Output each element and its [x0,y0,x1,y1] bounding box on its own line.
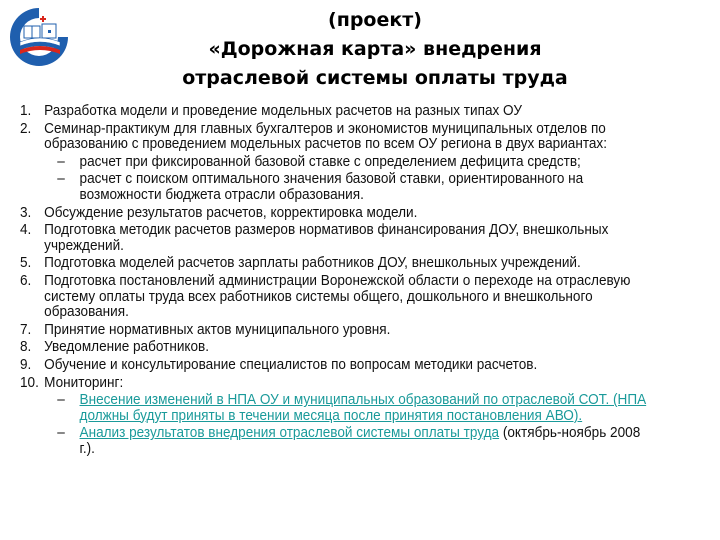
dash-bullet: – [57,425,65,442]
sub-item-text [80,426,653,457]
list-item [20,223,652,254]
item-number: 1. [20,103,32,119]
item-text: Разработка модели и проведение модельных расчетов на разных типах ОУ [44,103,522,119]
sub-item [57,426,652,457]
item-number: 5. [20,255,32,272]
item-number: 2. [20,120,32,137]
dash-bullet: – [57,153,65,170]
item-text: Подготовка моделей расчетов зарплаты работников ДОУ, внешкольных учреждений. [44,255,581,272]
item-number: 6. [20,272,32,289]
list-item [20,122,652,153]
item-text: Обсуждение результатов расчетов, корректировка модели. [44,204,418,221]
sub-item-text: расчет с поиском оптимального значения базовой ставки, ориентированного на возможности бюджета отрасли образования. [79,171,584,203]
sub-item [57,155,652,171]
item-text: Обучение и консультирование специалистов по вопросам методики расчетов. [44,356,538,373]
list-item [20,376,652,392]
item-text: Семинар-практикум для главных бухгалтеров и экономистов муниципальных отделов по образованию с проведением модельных расчетов по всем ОУ региона в двух вариантах: [44,120,608,153]
sub-item [57,172,652,203]
item-number: 10. [20,374,39,391]
list-item [20,323,652,339]
date-range-text: (октябрь-ноябрь 2008 г.). [79,425,641,457]
analysis-results-link[interactable]: Анализ результатов внедрения отраслевой системы оплаты труда [79,425,500,442]
title-line-2: «Дорожная карта» внедрения [208,38,542,60]
item-number: 4. [20,222,32,239]
item-text: Подготовка методик расчетов размеров нормативов финансирования ДОУ, внешкольных учреждений. [44,222,609,254]
list-item [20,340,652,356]
item-number: 3. [20,204,32,221]
list-item [20,104,652,120]
national-projects-emblem-icon [6,4,72,70]
list-item [20,358,652,374]
item-text: Мониторинг: [44,374,124,391]
title-line-1: (проект) [328,9,422,31]
npa-changes-link[interactable]: Внесение изменений в НПА ОУ и муниципальных образований по отраслевой СОТ. (НПА должны будут приняты в течении месяца после принятия постановления АВО). [79,392,647,424]
item-text: Уведомление работников. [44,339,210,356]
title-line-3: отраслевой системы оплаты труда [182,67,568,89]
sub-item [57,393,652,424]
item-number: 7. [20,321,32,338]
sub-item-text [80,393,653,424]
list-item [20,274,652,321]
dash-bullet: – [57,171,65,188]
roadmap-list [20,104,652,457]
sub-item-text: расчет при фиксированной базовой ставке с определением дефицита средств; [79,153,581,170]
page-title [150,6,600,93]
item-text: Подготовка постановлений администрации Воронежской области о переходе на отраслевую систему оплаты труда всех работников системы общего, дошкольного и внешкольного образования. [44,272,631,321]
list-item [20,256,652,272]
dash-bullet: – [57,392,65,409]
item-number: 9. [20,356,32,373]
item-number: 8. [20,339,32,356]
national-projects-logo [6,4,72,70]
list-item [20,206,652,222]
item-text: Принятие нормативных актов муниципального уровня. [44,321,391,338]
